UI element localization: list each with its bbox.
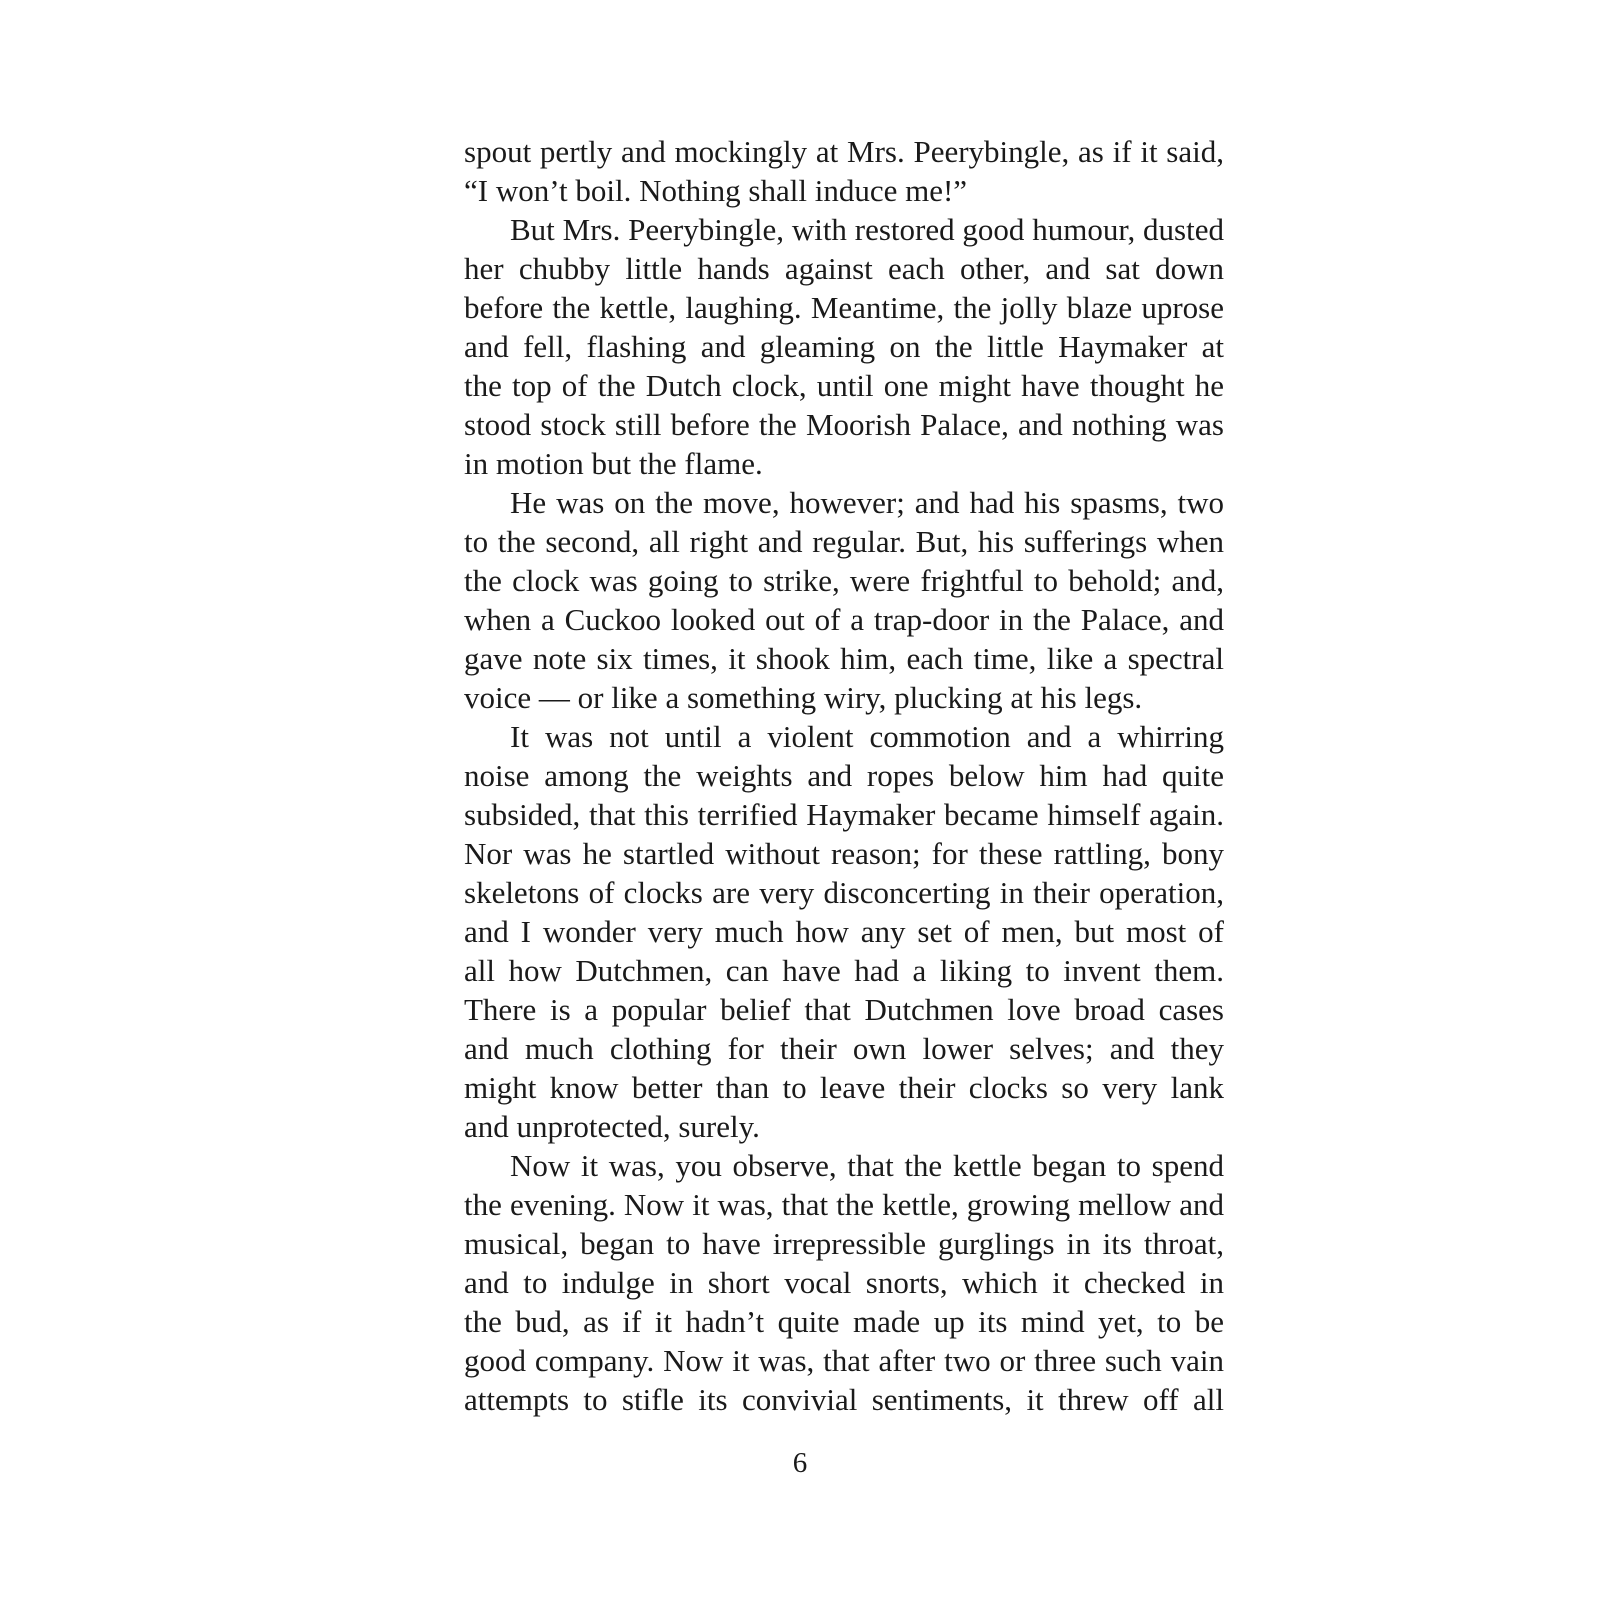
text-line: to the second, all right and regular. But, his sufferings when <box>464 524 1224 559</box>
text-line: might know better than to leave their clocks so very lank <box>464 1070 1224 1105</box>
text-line: and I wonder very much how any set of men, but most of <box>464 914 1224 949</box>
text-line: stood stock still before the Moorish Palace, and nothing was <box>464 407 1224 442</box>
text-line: the top of the Dutch clock, until one might have thought he <box>464 368 1224 403</box>
text-line: subsided, that this terrified Haymaker became himself again. <box>464 797 1224 832</box>
text-line: noise among the weights and ropes below him had quite <box>464 758 1224 793</box>
text-line: skeletons of clocks are very disconcerting in their operation, <box>464 875 1224 910</box>
text-line: “I won’t boil. Nothing shall induce me!” <box>464 173 968 208</box>
text-line: the bud, as if it hadn’t quite made up its mind yet, to be <box>464 1304 1224 1339</box>
text-line: and fell, flashing and gleaming on the little Haymaker at <box>464 329 1224 364</box>
text-line: Nor was he startled without reason; for these rattling, bony <box>464 836 1224 871</box>
text-line: musical, began to have irrepressible gurglings in its throat, <box>464 1226 1224 1261</box>
text-line: It was not until a violent commotion and a whirring <box>510 719 1224 754</box>
text-line: the clock was going to strike, were frightful to behold; and, <box>464 563 1224 598</box>
text-line: and to indulge in short vocal snorts, which it checked in <box>464 1265 1224 1300</box>
body-text <box>464 132 1224 1419</box>
text-line: gave note six times, it shook him, each time, like a spectral <box>464 641 1224 676</box>
text-line: all how Dutchmen, can have had a liking to invent them. <box>464 953 1224 988</box>
text-line: before the kettle, laughing. Meantime, the jolly blaze uprose <box>464 290 1224 325</box>
text-line: He was on the move, however; and had his spasms, two <box>510 485 1224 520</box>
text-line: spout pertly and mockingly at Mrs. Peerybingle, as if it said, <box>464 134 1224 169</box>
text-line: the evening. Now it was, that the kettle, growing mellow and <box>464 1187 1224 1222</box>
text-line: Now it was, you observe, that the kettle began to spend <box>510 1148 1224 1183</box>
text-line: and unprotected, surely. <box>464 1109 760 1144</box>
text-line: in motion but the flame. <box>464 446 763 481</box>
text-line: voice — or like a something wiry, plucking at his legs. <box>464 680 1143 715</box>
text-line: There is a popular belief that Dutchmen love broad cases <box>464 992 1224 1027</box>
text-line: her chubby little hands against each other, and sat down <box>464 251 1224 286</box>
page-number: 6 <box>792 1447 808 1479</box>
text-line: good company. Now it was, that after two or three such vain <box>464 1343 1224 1378</box>
text-line: when a Cuckoo looked out of a trap-door in the Palace, and <box>464 602 1224 637</box>
text-line: and much clothing for their own lower selves; and they <box>464 1031 1224 1066</box>
text-line: But Mrs. Peerybingle, with restored good humour, dusted <box>510 212 1224 247</box>
text-line: attempts to stifle its convivial sentiments, it threw off all <box>464 1382 1224 1417</box>
